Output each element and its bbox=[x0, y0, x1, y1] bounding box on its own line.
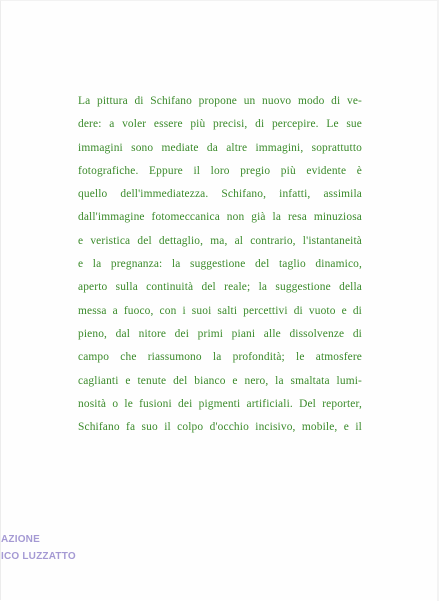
paragraph-line-2: dere: a voler essere più precisi, di percepire. Le sue bbox=[78, 118, 362, 131]
paragraph-line-4: fotografiche. Eppure il loro pregio più evidente è bbox=[78, 164, 362, 177]
paragraph-line-10: messa a fuoco, con i suoi salti percettivi di vuoto e di bbox=[78, 304, 362, 317]
paragraph-line-5: quello dell'immediatezza. Schifano, infatti, assimila bbox=[78, 188, 362, 201]
paragraph-line-13: caglianti e tenute del bianco e nero, la smaltata lumi- bbox=[78, 374, 362, 387]
paragraph-line-15: Schifano fa suo il colpo d'occhio incisivo, mobile, e il bbox=[78, 421, 362, 434]
stamp-line-2: ICO LUZZATTO bbox=[1, 551, 76, 562]
paragraph-line-1: La pittura di Schifano propone un nuovo modo di ve- bbox=[78, 95, 362, 107]
paragraph-line-12: campo che riassumono la profondità; le atmosfere bbox=[78, 351, 362, 364]
library-stamp bbox=[1, 531, 76, 565]
paragraph-line-11: pieno, dal nitore dei primi piani alle dissolvenze di bbox=[78, 327, 362, 340]
paragraph-line-9: aperto sulla continuità del reale; la suggestione della bbox=[78, 281, 362, 294]
body-paragraph bbox=[78, 90, 362, 439]
paragraph-line-14: nosità o le fusioni dei pigmenti artificiali. Del reporter, bbox=[78, 397, 362, 410]
paragraph-line-3: immagini sono mediate da altre immagini, soprattutto bbox=[78, 141, 362, 154]
paragraph-line-7: e veristica del dettaglio, ma, al contrario, l'istantaneità bbox=[78, 234, 362, 247]
stamp-line-1: AZIONE bbox=[1, 534, 40, 545]
paragraph-line-6: dall'immagine fotomeccanica non già la resa minuziosa bbox=[78, 211, 362, 224]
paragraph-line-8: e la pregnanza: la suggestione del taglio dinamico, bbox=[78, 258, 362, 271]
